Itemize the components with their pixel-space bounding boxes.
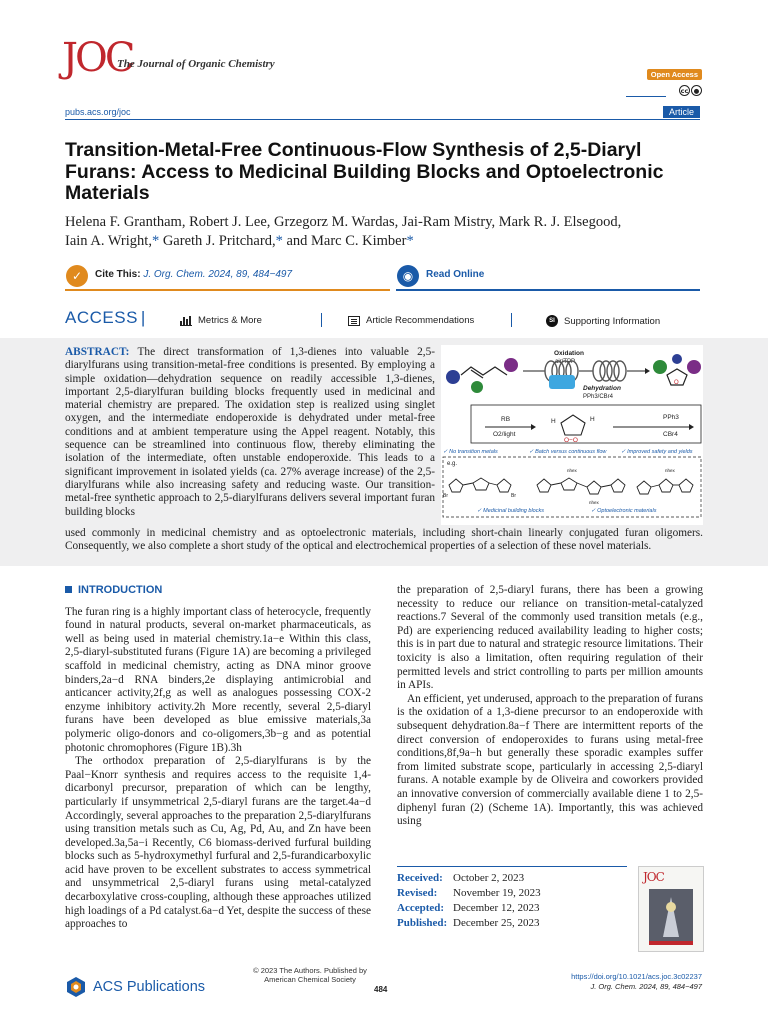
toc-oxidation: Oxidation bbox=[554, 350, 584, 357]
svg-text:O: O bbox=[674, 380, 679, 386]
by-icon: ● bbox=[691, 85, 702, 96]
si-icon: SI bbox=[546, 315, 558, 327]
license-icons[interactable] bbox=[679, 85, 702, 96]
access-label: ACCESS | bbox=[65, 308, 146, 327]
toc-h1: H bbox=[551, 418, 556, 425]
toc-oo: O−O bbox=[564, 437, 578, 444]
toc-hex-3: nhex bbox=[665, 468, 675, 473]
publisher-name: ACS Publications bbox=[93, 979, 206, 995]
corresponding-mark: * bbox=[151, 232, 160, 249]
history-row bbox=[397, 886, 627, 901]
toolbar-divider bbox=[321, 313, 322, 327]
journal-logo: JOC bbox=[62, 35, 133, 81]
copyright-line-2: American Chemical Society bbox=[264, 975, 356, 984]
journal-name: The Journal of Organic Chemistry bbox=[117, 58, 275, 70]
publication-history bbox=[397, 866, 627, 931]
checkmark-icon: ✓ bbox=[66, 265, 88, 287]
citation-reference[interactable]: J. Org. Chem. 2024, 89, 484−497 bbox=[143, 269, 293, 280]
toc-br-2: Br bbox=[511, 493, 516, 499]
supporting-label: Supporting Information bbox=[564, 315, 661, 327]
history-value: December 12, 2023 bbox=[453, 902, 540, 914]
cc-icon: cc bbox=[680, 87, 689, 95]
toc-check-3: ✓ Improved safety and yields bbox=[621, 449, 693, 455]
toc-hex-2: nhex bbox=[589, 500, 599, 505]
article-type-tab: Article bbox=[663, 106, 700, 118]
footer-journal-ref: J. Org. Chem. 2024, 89, 484−497 bbox=[590, 981, 702, 991]
authors-line-2 bbox=[65, 232, 705, 251]
body-column-left bbox=[65, 584, 371, 932]
cover-art bbox=[639, 867, 703, 951]
section-heading-text: INTRODUCTION bbox=[78, 584, 163, 596]
history-row bbox=[397, 916, 627, 931]
history-row bbox=[397, 871, 627, 886]
article-title: Transition-Metal-Free Continuous-Flow Synthesis of 2,5-Diaryl Furans: Access to Medicinal Building Blocks and Optoelectronic Materials bbox=[65, 139, 664, 204]
cover-logo: JOC bbox=[643, 870, 664, 884]
toc-br-1: Br bbox=[443, 493, 448, 499]
acs-hexagon-icon bbox=[65, 976, 87, 998]
toc-cbr4: CBr4 bbox=[663, 431, 678, 438]
acs-publications-logo[interactable] bbox=[65, 976, 205, 998]
toc-check-4: ✓ Medicinal building blocks bbox=[477, 508, 544, 514]
bar-chart-icon bbox=[180, 315, 192, 326]
toc-o2-light: O2/light bbox=[493, 431, 516, 438]
toc-dehydration: Dehydration bbox=[583, 385, 621, 392]
copyright bbox=[210, 966, 410, 984]
toc-check-5: ✓ Optoelectronic materials bbox=[591, 508, 657, 514]
journal-url-link[interactable]: pubs.acs.org/joc bbox=[65, 107, 131, 117]
history-key: Accepted: bbox=[397, 902, 445, 914]
toc-eg: e.g. bbox=[447, 461, 458, 467]
intro-paragraph-2: The orthodox preparation of 2,5-diarylfurans is by the Paal−Knorr synthesis and requires access to the requisite 1,4-dicarbonyl precursor, preparation of which can be lengthy, particularly if unsymmetrical 2,5-diaryl furans are the target.4a−d Accordingly, several approaches to the preparation 2,5-diarylfurans using transition metals such as Cu, Ag, Pd, Au, and Zn have been developed.3a,5a−i Recently, C6 biomass-derived furfural building blocks such as 5-hydroxymethyl furfural and 2,5-furandicarboxylic acid have proven to be excellent substrates to access symmetrical and unsymmetrical 2,5-diaryl furans using metal-catalyzed decarboxylative cross-coupling, although these approaches utilized high loadings of a Pd catalyst.6a−d Yet, despite the success of these approaches to bbox=[65, 755, 371, 931]
section-square-icon bbox=[65, 586, 72, 593]
cite-this[interactable] bbox=[95, 269, 292, 280]
toc-check-2: ✓ Batch versus continuous flow bbox=[529, 449, 607, 455]
abstract-tail: used commonly in medicinal chemistry and as optoelectronic materials, including short-chain linearly conjugated furan oligomers. Consequently, we also complete a short study of the optical and electrochemical properties of a selection of these novel materials. bbox=[65, 527, 703, 553]
author-pritchard[interactable]: Gareth J. Pritchard, bbox=[159, 232, 276, 249]
toc-rb: RB bbox=[501, 416, 511, 423]
history-value: December 25, 2023 bbox=[453, 917, 540, 929]
toc-pph3-cbr4: PPh3/CBr4 bbox=[583, 394, 614, 400]
open-access-badge: Open Access bbox=[647, 69, 702, 80]
history-value: October 2, 2023 bbox=[453, 872, 525, 884]
header-rule bbox=[65, 119, 700, 120]
metrics-button[interactable] bbox=[180, 315, 262, 326]
history-key: Received: bbox=[397, 872, 443, 884]
document-list-icon bbox=[348, 316, 360, 326]
toc-hex-1: nhex bbox=[567, 468, 577, 473]
toc-check-1: ✓ No transition metals bbox=[443, 449, 498, 455]
history-value: November 19, 2023 bbox=[453, 887, 541, 899]
corresponding-mark: * bbox=[406, 232, 414, 249]
abstract-label: ABSTRACT: bbox=[65, 346, 130, 358]
history-key: Published: bbox=[397, 917, 448, 929]
journal-cover-thumbnail[interactable] bbox=[638, 866, 704, 952]
section-heading bbox=[65, 584, 371, 598]
intro-paragraph-3: the preparation of 2,5-diaryl furans, there has been a growing necessity to reduce our reliance on transition-metal-catalyzed reactions.7 Several of the commonly used transition metals (e.g., Pd) are experiencing reduced availability leading to higher costs; this is in part due to natural and strategic resource limitations. Their toxicity is also a limitation, often requiring regulation of their permitted levels and strict controlling to parts per million amounts in APIs. bbox=[397, 584, 703, 692]
read-online-link[interactable]: Read Online bbox=[426, 269, 485, 280]
toc-air-tpp: air/TPP bbox=[555, 359, 576, 365]
header-rule-short bbox=[626, 96, 666, 97]
author-wright[interactable]: Iain A. Wright, bbox=[65, 232, 152, 249]
abstract-text bbox=[65, 346, 435, 519]
access-text: ACCESS bbox=[65, 308, 138, 327]
toc-h2: H bbox=[590, 416, 595, 423]
author-list bbox=[65, 213, 705, 250]
doi-link[interactable]: https://doi.org/10.1021/acs.joc.3c02237 bbox=[571, 972, 702, 981]
footer-doi-block bbox=[571, 972, 702, 991]
globe-icon: ◉ bbox=[397, 265, 419, 287]
recommendations-button[interactable] bbox=[348, 315, 474, 326]
history-key: Revised: bbox=[397, 887, 438, 899]
body-column-right bbox=[397, 584, 703, 829]
toolbar-divider bbox=[511, 313, 512, 327]
history-row bbox=[397, 901, 627, 916]
page-number: 484 bbox=[374, 985, 388, 994]
corresponding-mark: * bbox=[275, 232, 283, 249]
cite-label: Cite This: bbox=[95, 269, 141, 280]
toc-graphic[interactable] bbox=[441, 345, 703, 525]
copyright-line-1: © 2023 The Authors. Published by bbox=[253, 966, 367, 975]
authors-line-1: Helena F. Grantham, Robert J. Lee, Grzegorz M. Wardas, Jai-Ram Mistry, Mark R. J. Elsegood, bbox=[65, 214, 622, 230]
author-kimber[interactable]: and Marc C. Kimber bbox=[282, 232, 407, 249]
recommendations-label: Article Recommendations bbox=[366, 315, 475, 326]
intro-paragraph-1: The furan ring is a highly important class of heterocycle, frequently found in natural products, several on-market pharmaceuticals, as well as being used in material chemistry.1a−e Within this class, 2,5-diaryl-substituted furans (Figure 1A) are becoming a privileged scaffold in medicinal chemistry, acting as DNA minor groove binders,2a−d RNA binders,2e displaying antimicrobial and anticancer activity,2f,g as well as analogues possessing COX-2 enzyme inhibitory activity.2h More recently, several 2,5-diaryl furans have been developed as blue emissive materials,3a polymeric oligo-donors and co-oligomers,3b−g and as potential photonic chromophores (Figure 1B).3h bbox=[65, 605, 371, 754]
toc-pph3: PPh3 bbox=[663, 414, 679, 421]
intro-paragraph-4: An efficient, yet underused, approach to the preparation of furans is the oxidation of a 1,3-diene precursor to an endoperoxide with subsequent dehydration.8a−f There are intermittent reports of the direct conversion of endoperoxides to furans using metal-free conditions,8f,9a−h but generally these sporadic examples suffer from limited substrate scope, particularly in accessing 2,5-diaryl furans. A notable example by de Oliveira and coworkers provided an innovative conversion of commercially available diene 1 to 2,5-diphenyl furan (2) (Scheme 1A). Importantly, this was achieved using bbox=[397, 692, 703, 828]
supporting-info-button[interactable] bbox=[546, 315, 660, 327]
abstract-body: The direct transformation of 1,3-dienes into valuable 2,5-diarylfurans using transition-metal-free conditions is presented. By employing a simple oxidation—dehydration sequence on readily accessible 1,3-dienes, important 2,5-diarylfuran building blocks frequently used in medicinal and material chemistry are prepared. The oxidation step is realized using singlet oxygen, and the intermediate endoperoxide is dehydrated under metal-free conditions and at ambient temperature using the Appel reagent. Notably, this sequence can be streamlined into continuous flow, thereby eliminating the isolation of the intermediate, often unstable endoperoxide. This leads to a significant improvement in isolated yields (ca. 27% average increase) of the 2,5-diarylfurans while also increasing safety and reducing waste. Our transition-metal-free synthetic approach to 2,5-diarylfurans delivers several important furan building blocks bbox=[65, 346, 435, 518]
metrics-label: Metrics & More bbox=[198, 315, 262, 326]
